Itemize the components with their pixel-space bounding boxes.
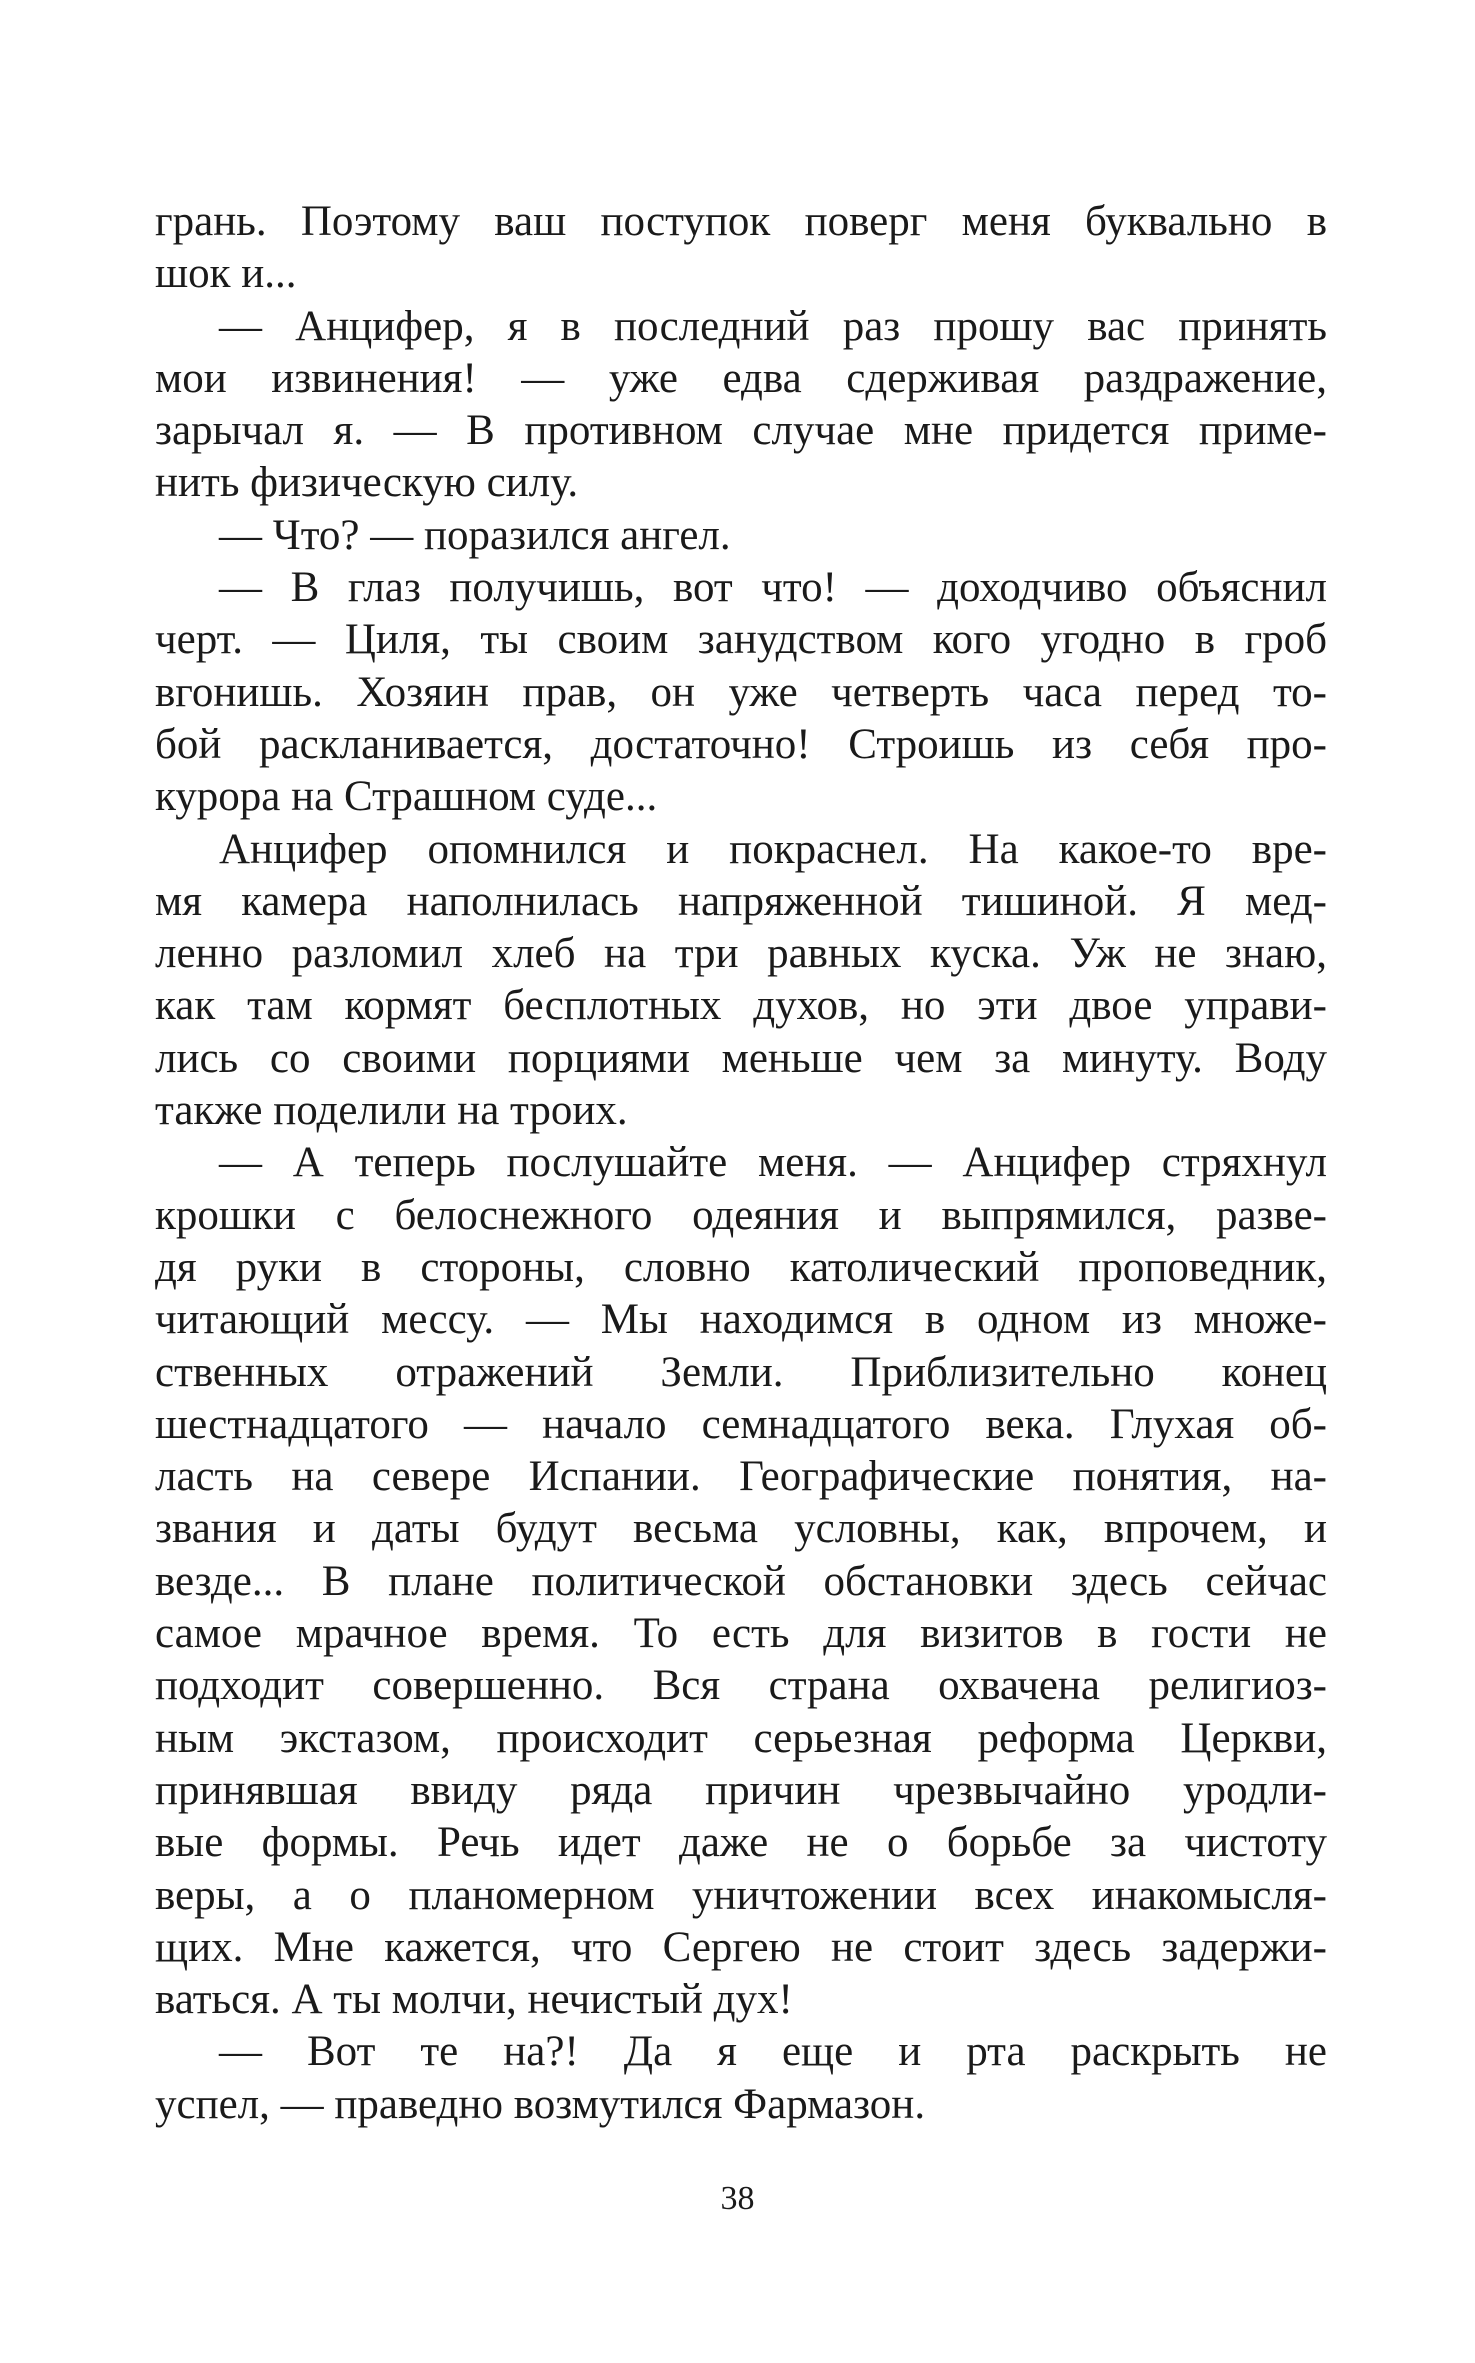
text-line: — Что? — поразился ангел.: [219, 511, 731, 559]
text-line: лись со своими порциями меньше чем за минуту. Воду: [155, 1034, 1327, 1082]
text-line: ленно разломил хлеб на три равных куска. Уж не знаю,: [155, 930, 1327, 978]
text-line: читающий мессу. — Мы находимся в одном из множе-: [155, 1296, 1327, 1344]
text-line: зарычал я. — В противном случае мне придется приме-: [155, 407, 1327, 455]
text-line: успел, — праведно возмутился Фармазон.: [155, 2080, 926, 2128]
text-line: — А теперь послушайте меня. — Анцифер стряхнул: [219, 1139, 1327, 1187]
text-line: крошки с белоснежного одеяния и выпрямился, разве-: [155, 1191, 1327, 1239]
text-line: мя камера наполнилась напряженной тишиной. Я мед-: [155, 877, 1327, 925]
page-number: 38: [720, 2180, 755, 2217]
text-line: грань. Поэтому ваш поступок поверг меня буквально в: [155, 198, 1327, 245]
text-line: Анцифер опомнился и покраснел. На какое-то вре-: [219, 825, 1327, 873]
text-line: принявшая ввиду ряда причин чрезвычайно уродли-: [155, 1766, 1327, 1814]
text-line: вые формы. Речь идет даже не о борьбе за чистоту: [155, 1819, 1327, 1867]
text-line: — В глаз получишь, вот что! — доходчиво объяснил: [219, 564, 1327, 612]
text-line: ваться. А ты молчи, нечистый дух!: [155, 1976, 793, 2024]
text-line: щих. Мне кажется, что Сергею не стоит здесь задержи-: [155, 1923, 1327, 1971]
text-line: звания и даты будут весьма условны, как, впрочем, и: [155, 1505, 1327, 1553]
text-line: также поделили на троих.: [155, 1087, 628, 1135]
page-body: [155, 196, 1327, 2131]
text-line: везде... В плане политической обстановки здесь сейчас: [155, 1557, 1327, 1605]
text-line: ласть на севере Испании. Географические понятия, на-: [155, 1453, 1327, 1501]
text-line: мои извинения! — уже едва сдерживая раздражение,: [155, 354, 1327, 402]
text-line: курора на Страшном суде...: [155, 773, 658, 821]
text-line: шок и...: [155, 250, 297, 298]
text-line: как там кормят бесплотных духов, но эти двое управи-: [155, 982, 1327, 1030]
text-line: самое мрачное время. То есть для визитов в гости не: [155, 1610, 1327, 1658]
text-line: черт. — Циля, ты своим занудством кого угодно в гроб: [155, 616, 1327, 664]
text-line: — Анцифер, я в последний раз прошу вас принять: [219, 302, 1327, 350]
text-line: ственных отражений Земли. Приблизительно конец: [155, 1348, 1327, 1396]
text-line: бой раскланивается, достаточно! Строишь из себя про-: [155, 720, 1327, 768]
text-line: дя руки в стороны, словно католический проповедник,: [155, 1243, 1327, 1291]
text-line: нить физическую силу.: [155, 459, 579, 507]
text-line: ным экстазом, происходит серьезная реформа Церкви,: [155, 1714, 1327, 1762]
text-line: вгонишь. Хозяин прав, он уже четверть часа перед то-: [155, 668, 1327, 716]
text-line: — Вот те на?! Да я еще и рта раскрыть не: [219, 2028, 1327, 2076]
text-line: шестнадцатого — начало семнадцатого века. Глухая об-: [155, 1400, 1327, 1448]
text-line: веры, а о планомерном уничтожении всех инакомысля-: [155, 1871, 1327, 1919]
text-line: подходит совершенно. Вся страна охвачена религиоз-: [155, 1662, 1327, 1710]
